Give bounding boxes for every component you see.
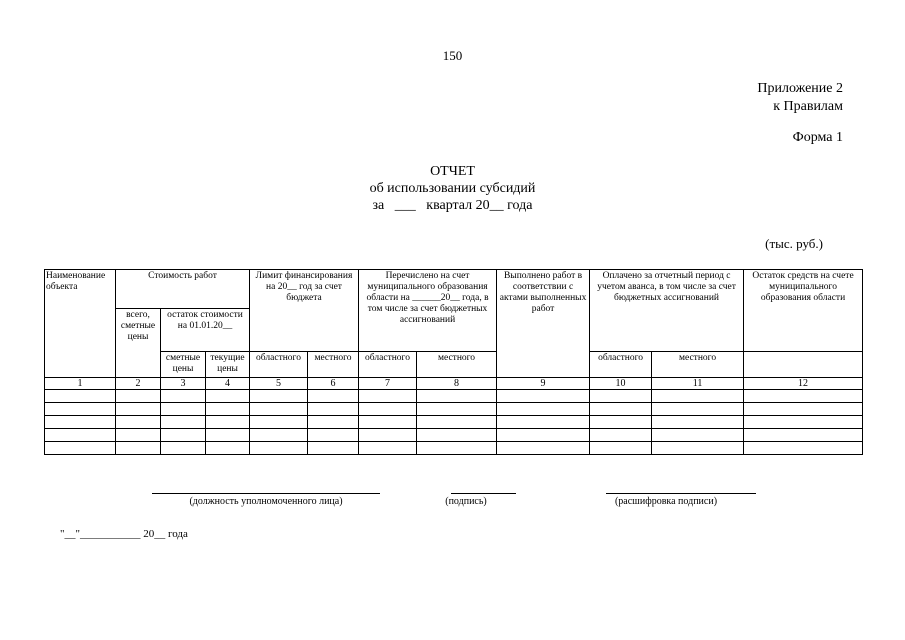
title-line-3: [0, 197, 905, 214]
header-balance-blank: [744, 352, 863, 378]
appendix-line-1: Приложение 2: [757, 81, 843, 96]
column-number: 1: [45, 378, 116, 390]
title-prefix: за: [372, 198, 385, 213]
signature-line: [451, 493, 516, 494]
header-transferred-regional: областного: [359, 352, 417, 378]
column-number: 7: [359, 378, 417, 390]
position-label: (должность уполномоченного лица): [189, 496, 343, 507]
table-row: [45, 403, 863, 416]
page-number: 150: [442, 48, 463, 63]
decoding-signature-line: [606, 493, 756, 494]
column-number: 12: [744, 378, 863, 390]
signature-label: (подпись): [445, 496, 487, 507]
table-row: [45, 390, 863, 403]
report-title: [0, 163, 905, 214]
column-number: 2: [116, 378, 161, 390]
header-remaining-estimate: сметные цены: [161, 352, 206, 378]
decoding-label: (расшифровка подписи): [614, 496, 718, 507]
header-cost-remaining: остаток стоимости на 01.01.20__: [161, 309, 250, 352]
column-number: 5: [250, 378, 308, 390]
header-transferred: Перечислено на счет муниципального образования области на ______20__ года, в том числе за счет бюджетных ассигнований: [359, 270, 497, 352]
table-row: [45, 416, 863, 429]
header-cost: Стоимость работ: [116, 270, 250, 309]
appendix-header: [757, 80, 843, 116]
appendix-line-2: к Правилам: [773, 99, 843, 114]
title-line-1: ОТЧЕТ: [430, 164, 475, 179]
column-number: 3: [161, 378, 206, 390]
quarter-blank: ___: [394, 198, 416, 213]
title-line-2: об использовании субсидий: [369, 181, 536, 196]
header-paid-regional: областного: [590, 352, 652, 378]
date-line: "__"___________ 20__ года: [60, 528, 188, 540]
column-number: 9: [497, 378, 590, 390]
header-transferred-local: местного: [417, 352, 497, 378]
header-limit-local: местного: [308, 352, 359, 378]
report-table: [44, 269, 863, 455]
column-number: 10: [590, 378, 652, 390]
header-limit: Лимит финансирования на 20__ год за счет бюджета: [250, 270, 359, 352]
units-label: (тыс. руб.): [765, 236, 823, 251]
header-row-3: [45, 352, 863, 378]
header-balance: Остаток средств на счете муниципального образования области: [744, 270, 863, 352]
position-signature-line: [152, 493, 380, 494]
header-paid: Оплачено за отчетный период с учетом аванса, в том числе за счет бюджетных ассигнований: [590, 270, 744, 352]
header-cost-total: всего, сметные цены: [116, 309, 161, 378]
table-row: [45, 442, 863, 455]
column-number: 8: [417, 378, 497, 390]
header-remaining-current: текущие цены: [206, 352, 250, 378]
form-label: Форма 1: [792, 130, 843, 145]
header-work-done: Выполнено работ в соответствии с актами выполненных работ: [497, 270, 590, 378]
column-number: 6: [308, 378, 359, 390]
title-suffix: квартал 20__ года: [426, 198, 533, 213]
header-object-name: Наименование объекта: [45, 270, 116, 378]
column-number: 4: [206, 378, 250, 390]
column-number: 11: [652, 378, 744, 390]
header-paid-local: местного: [652, 352, 744, 378]
table-row: [45, 429, 863, 442]
column-number-row: [45, 378, 863, 390]
header-limit-regional: областного: [250, 352, 308, 378]
header-row-1: [45, 270, 863, 309]
